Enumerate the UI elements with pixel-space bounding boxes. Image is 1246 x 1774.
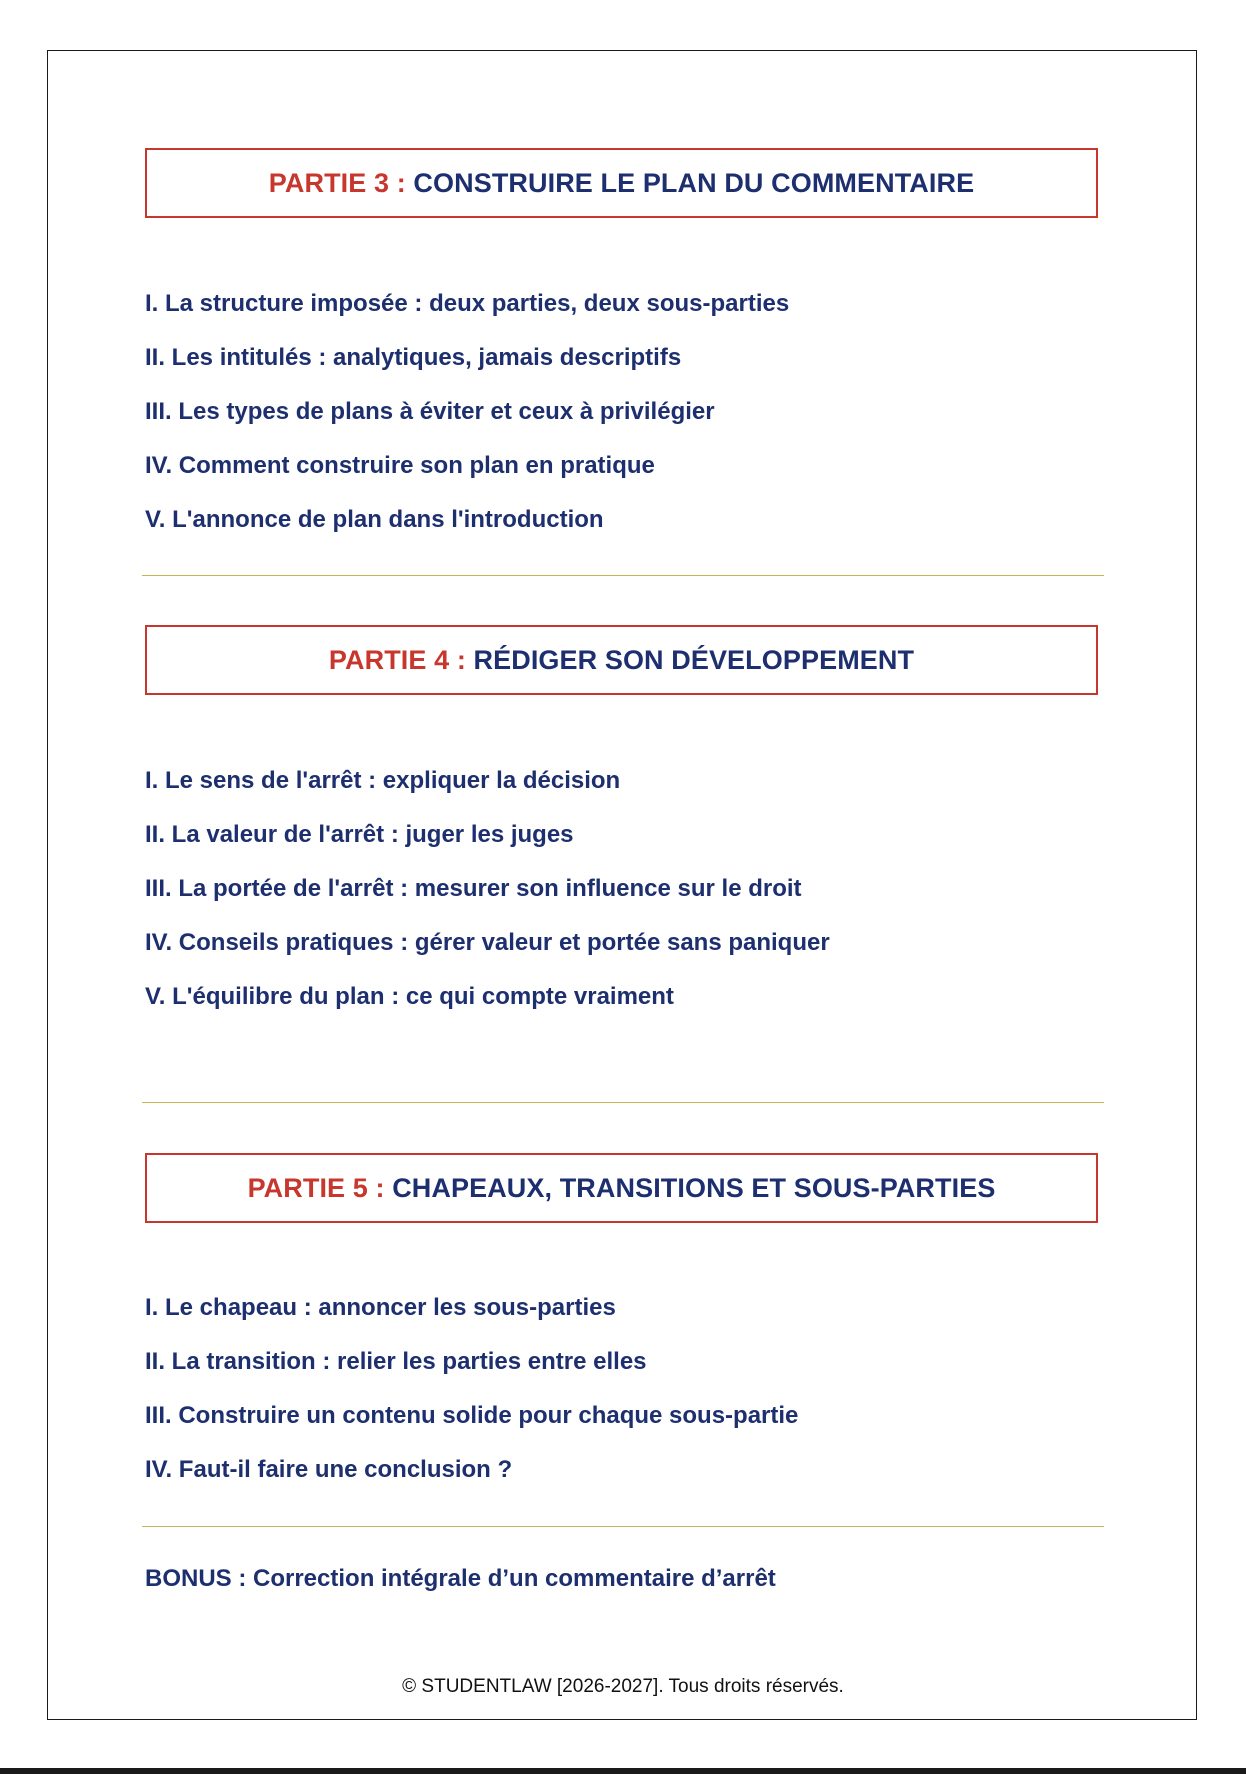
- toc-item: III. Les types de plans à éviter et ceux à privilégier: [145, 398, 715, 425]
- toc-item: IV. Comment construire son plan en pratique: [145, 452, 655, 479]
- section-divider: [142, 1102, 1104, 1103]
- part-title: CONSTRUIRE LE PLAN DU COMMENTAIRE: [413, 167, 975, 198]
- part-title: RÉDIGER SON DÉVELOPPEMENT: [473, 644, 915, 675]
- copyright-footer: © STUDENTLAW [2026-2027]. Tous droits réservés.: [402, 1676, 844, 1697]
- toc-item: I. La structure imposée : deux parties, deux sous-parties: [145, 290, 790, 317]
- toc-item: I. Le chapeau : annoncer les sous-parties: [145, 1294, 616, 1321]
- page-bottom-edge: [0, 1768, 1246, 1774]
- part-number: PARTIE 4 :: [328, 644, 474, 675]
- part-3-toc: [145, 289, 789, 559]
- toc-item: I. Le sens de l'arrêt : expliquer la décision: [145, 767, 621, 794]
- bonus-heading: BONUS : Correction intégrale d’un commentaire d’arrêt: [145, 1565, 776, 1592]
- toc-item: II. La valeur de l'arrêt : juger les juges: [145, 821, 574, 848]
- toc-item: II. La transition : relier les parties entre elles: [145, 1348, 647, 1375]
- toc-item: IV. Conseils pratiques : gérer valeur et portée sans paniquer: [145, 929, 830, 956]
- part-4-heading-box: [145, 625, 1098, 695]
- part-4-toc: [145, 766, 830, 1036]
- toc-item: V. L'annonce de plan dans l'introduction: [145, 506, 604, 533]
- part-number: PARTIE 3 :: [268, 167, 414, 198]
- toc-item: IV. Faut-il faire une conclusion ?: [145, 1456, 513, 1483]
- toc-item: V. L'équilibre du plan : ce qui compte vraiment: [145, 983, 674, 1010]
- part-title: CHAPEAUX, TRANSITIONS ET SOUS-PARTIES: [392, 1172, 996, 1203]
- section-divider: [142, 575, 1104, 576]
- part-5-toc: [145, 1293, 798, 1509]
- toc-item: III. Construire un contenu solide pour chaque sous-partie: [145, 1402, 799, 1429]
- part-number: PARTIE 5 :: [247, 1172, 393, 1203]
- section-divider: [142, 1526, 1104, 1527]
- toc-item: III. La portée de l'arrêt : mesurer son influence sur le droit: [145, 875, 802, 902]
- part-3-heading-box: [145, 148, 1098, 218]
- toc-item: II. Les intitulés : analytiques, jamais descriptifs: [145, 344, 682, 371]
- part-5-heading-box: [145, 1153, 1098, 1223]
